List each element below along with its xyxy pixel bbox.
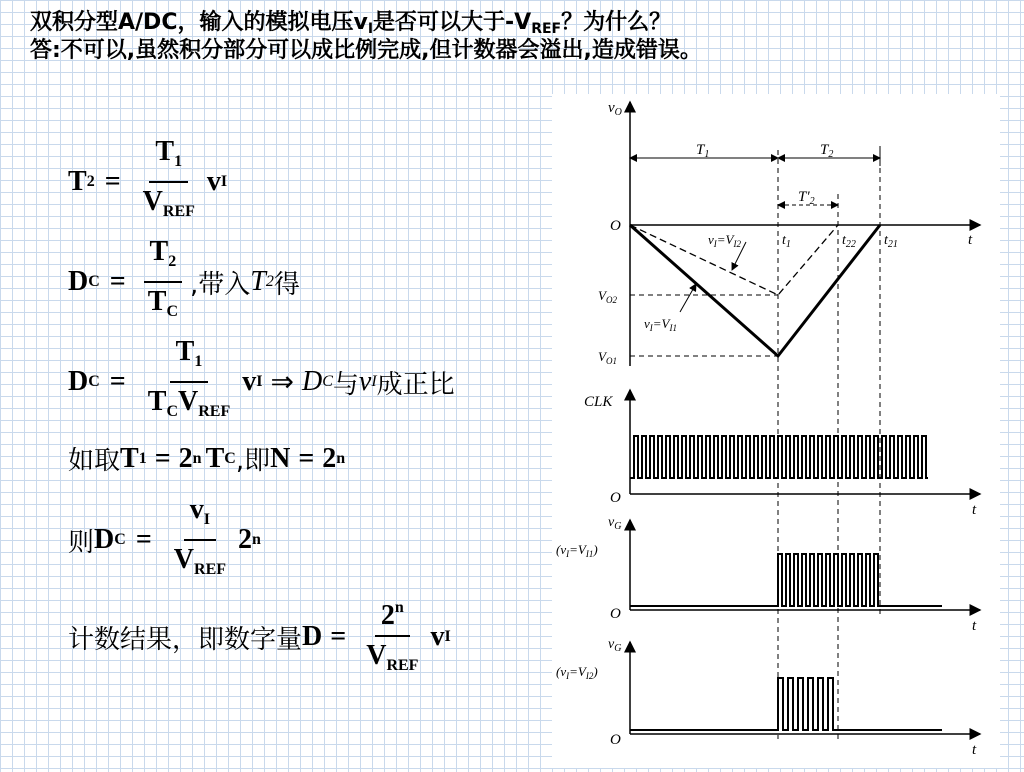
vo2-label: $V_{O2}$ (598, 288, 617, 305)
question-line-1: 双积分型A/DC，输入的模拟电压$v_I$是否可以大于$-V_{REF}$？为什么？ (30, 10, 672, 37)
t1-marker: $t_1$ (782, 233, 791, 250)
formula-digital-output: 计数结果，即数字量 D = $\frac{2^n}{V_{REF}}$ v I (68, 592, 451, 682)
integrator-waveform-vi2 (630, 225, 838, 295)
timing-diagram (552, 94, 1000, 768)
t1-label: $T_1$ (696, 142, 710, 160)
vi1-annotation: $v_I=V_{I1}$ (644, 316, 677, 333)
origin-label: O (610, 218, 621, 234)
t1-dimension (630, 146, 880, 205)
vg1-origin: O (610, 606, 621, 622)
t21-marker: $t_{21}$ (884, 233, 898, 250)
fraction: $\frac{T_1}{V_{REF}}$ (142, 136, 195, 220)
fraction: $\frac{T_2}{T_C}$ (142, 236, 184, 328)
fraction: $\frac{T_1}{T_CV_{REF}}$ (147, 336, 231, 420)
vg1-waveform (630, 554, 942, 606)
vi2-annotation: $v_I=V_{I2}$ (708, 232, 741, 249)
vg2-condition: $(v_I=V_{I2})$ (556, 664, 598, 681)
vo-axes (630, 102, 980, 366)
vg2-label: $v_G$ (608, 637, 622, 654)
vg2-t-label: t (972, 742, 977, 758)
t2-label: $T_2$ (820, 142, 834, 160)
vg2-origin: O (610, 732, 621, 748)
formula-dc-ratio: D C = $\frac{T_2}{T_C}$ ,带入 T 2 得 (68, 236, 300, 328)
clk-label: CLK (584, 394, 613, 410)
fraction: $\frac{v_I}{V_{REF}}$ (173, 494, 227, 578)
clk-origin: O (610, 490, 621, 506)
clk-t-label: t (972, 502, 977, 518)
formula-choice: 如取 T 1 = 2 n T C ,即 N = 2 n (68, 442, 346, 476)
vg2-waveform (630, 678, 942, 730)
t22-marker: $t_{22}$ (842, 233, 856, 250)
formula-t2: T 2 = $\frac{T_1}{V_{REF}}$ v I (68, 136, 227, 228)
formula-dc-result: 则 D C = $\frac{v_I}{V_{REF}}$ 2 n (68, 494, 261, 586)
fraction: $\frac{2^n}{V_{REF}}$ (360, 592, 424, 682)
vo-label: $v_O$ (608, 100, 622, 118)
vg1-t-label: t (972, 618, 977, 634)
answer-line: 答:不可以,虽然积分部分可以成比例完成,但计数器会溢出,造成错误。 (30, 38, 702, 63)
t-axis-label: t (968, 232, 973, 248)
vg1-condition: $(v_I=V_{I1})$ (556, 542, 598, 559)
formula-dc-proportional: D C = $\frac{T_1}{T_CV_{REF}}$ v I ⇒ D C 与 v I 成正比 (68, 336, 455, 428)
vg2-axes (630, 642, 980, 734)
vg1-label: $v_G$ (608, 515, 622, 532)
vo1-label: $V_{O1}$ (598, 349, 617, 366)
clk-waveform (630, 436, 928, 478)
t2-prime-label: $T'_2$ (798, 189, 815, 207)
